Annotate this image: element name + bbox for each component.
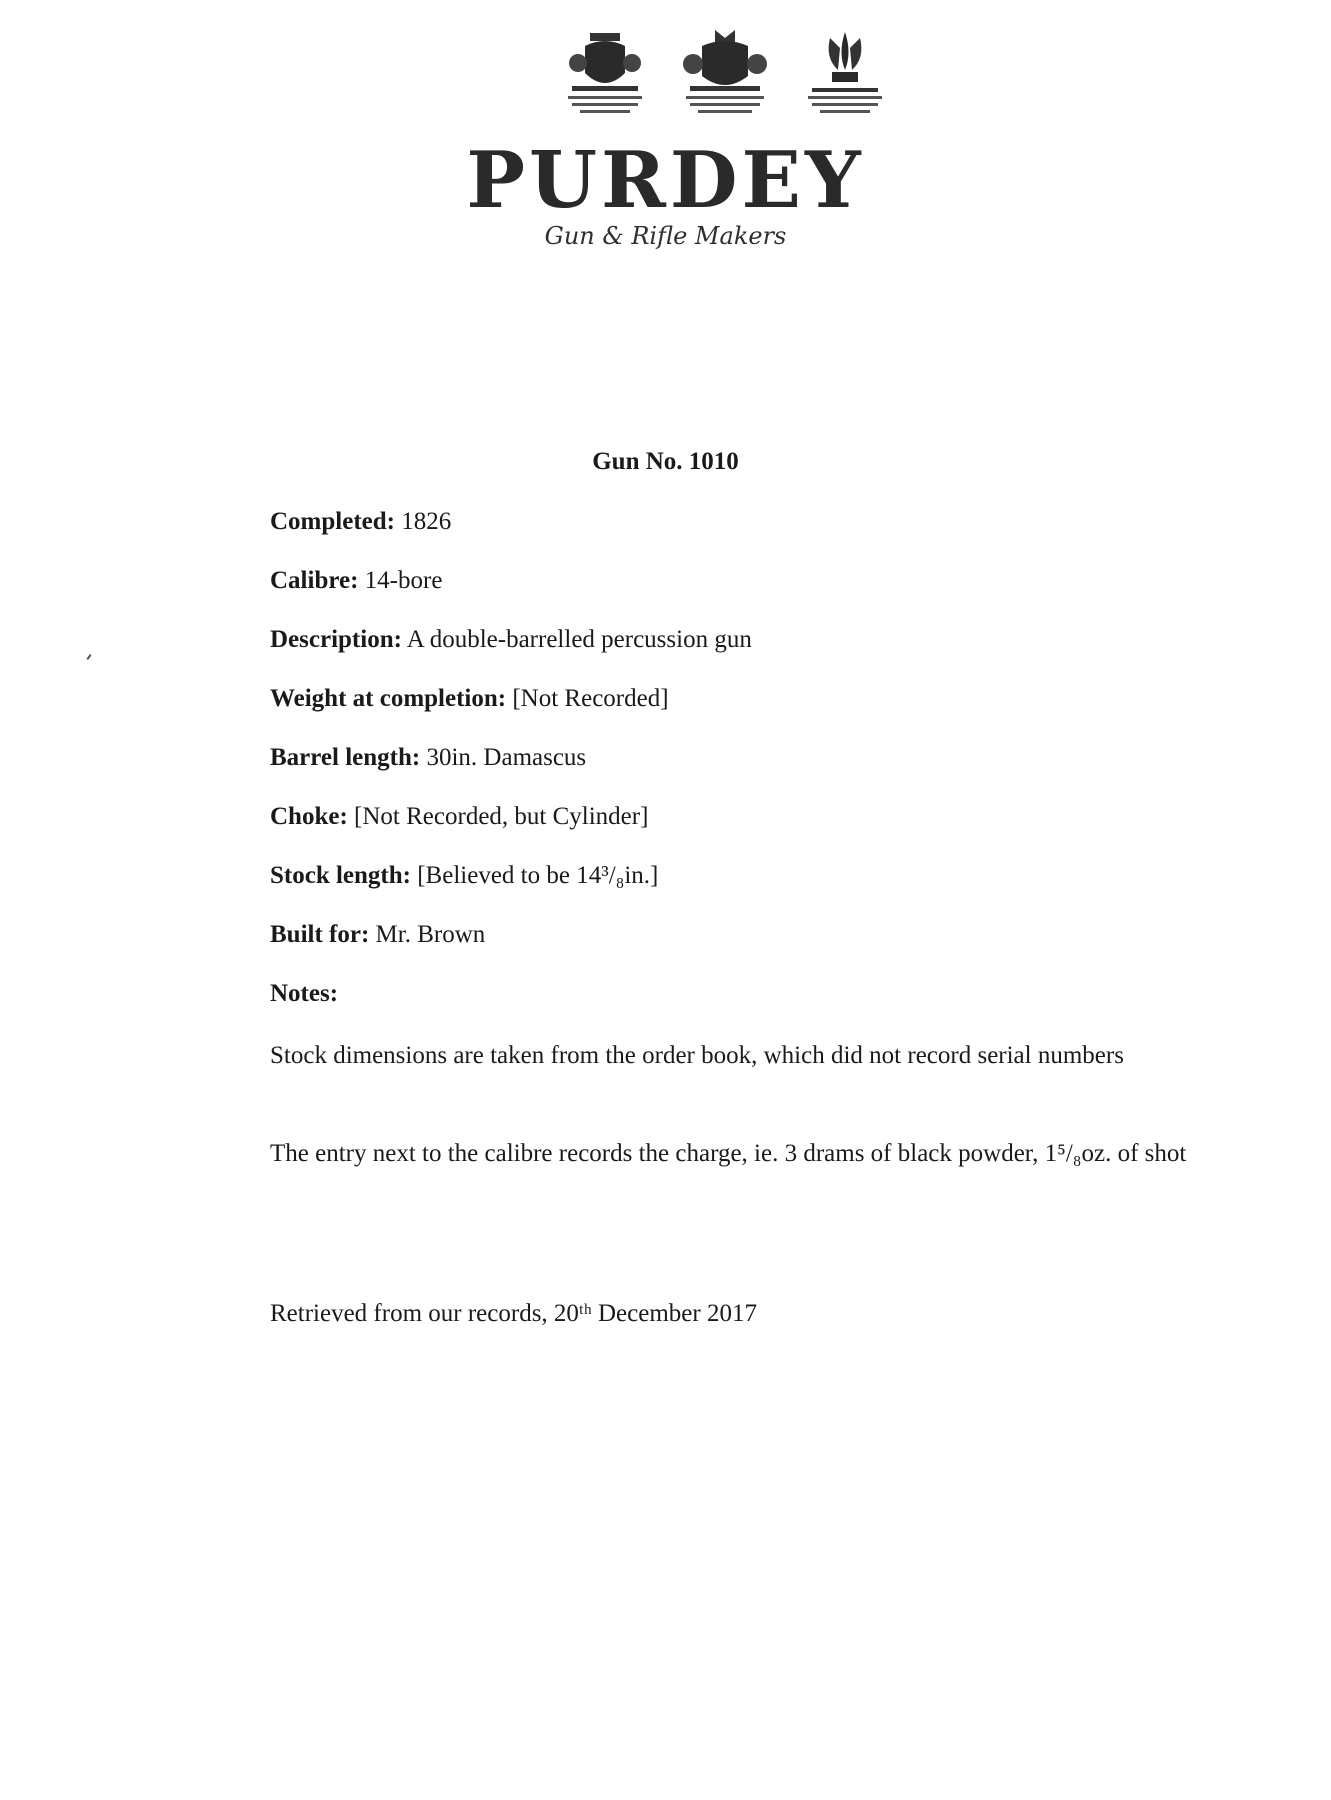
field-label: Stock length: (270, 862, 411, 889)
brand-tagline: Gun & Rifle Makers (544, 222, 787, 250)
letterhead (0, 0, 1331, 300)
field-notes (270, 980, 338, 1008)
stray-mark (86, 654, 91, 660)
field-label: Choke: (270, 803, 348, 830)
field-value: Mr. Brown (369, 921, 486, 948)
field-label: Notes: (270, 980, 339, 1007)
field-built-for (270, 921, 485, 949)
field-value: A double-barrelled percussion gun (401, 626, 752, 653)
field-description (270, 626, 752, 654)
field-label: Calibre: (270, 567, 359, 594)
field-barrel-length (270, 744, 586, 772)
field-value: [Not Recorded] (506, 685, 669, 712)
royal-crest-icon (675, 28, 775, 123)
field-label: Completed: (270, 508, 395, 535)
field-value: 30in. Damascus (420, 744, 587, 771)
gun-number-title: Gun No. 1010 (592, 448, 739, 475)
feathers-crest-icon (800, 28, 890, 123)
royal-warrants (560, 28, 880, 123)
retrieved-statement: Retrieved from our records, 20ᵗʰ December 2017 (270, 1300, 757, 1327)
field-value: 1826 (394, 508, 452, 535)
field-label: Built for: (270, 921, 370, 948)
field-label: Barrel length: (270, 744, 421, 771)
crest-icon (560, 28, 650, 123)
field-calibre (270, 567, 442, 595)
note-paragraph: Stock dimensions are taken from the order book, which did not record serial numbers (270, 1042, 1124, 1069)
field-value: 14-bore (358, 567, 443, 594)
brand-logo: PURDEY (466, 135, 865, 226)
field-weight (270, 685, 669, 713)
field-label: Description: (270, 626, 402, 653)
field-value: [Not Recorded, but Cylinder] (347, 803, 649, 830)
field-value: [Believed to be 14³/₈in.] (410, 862, 659, 889)
note-paragraph: The entry next to the calibre records the charge, ie. 3 drams of black powder, 1⁵/₈oz. of shot (270, 1140, 1187, 1167)
field-choke (270, 803, 648, 831)
field-stock-length (270, 862, 658, 890)
field-label: Weight at completion: (270, 685, 507, 712)
field-completed (270, 508, 451, 536)
